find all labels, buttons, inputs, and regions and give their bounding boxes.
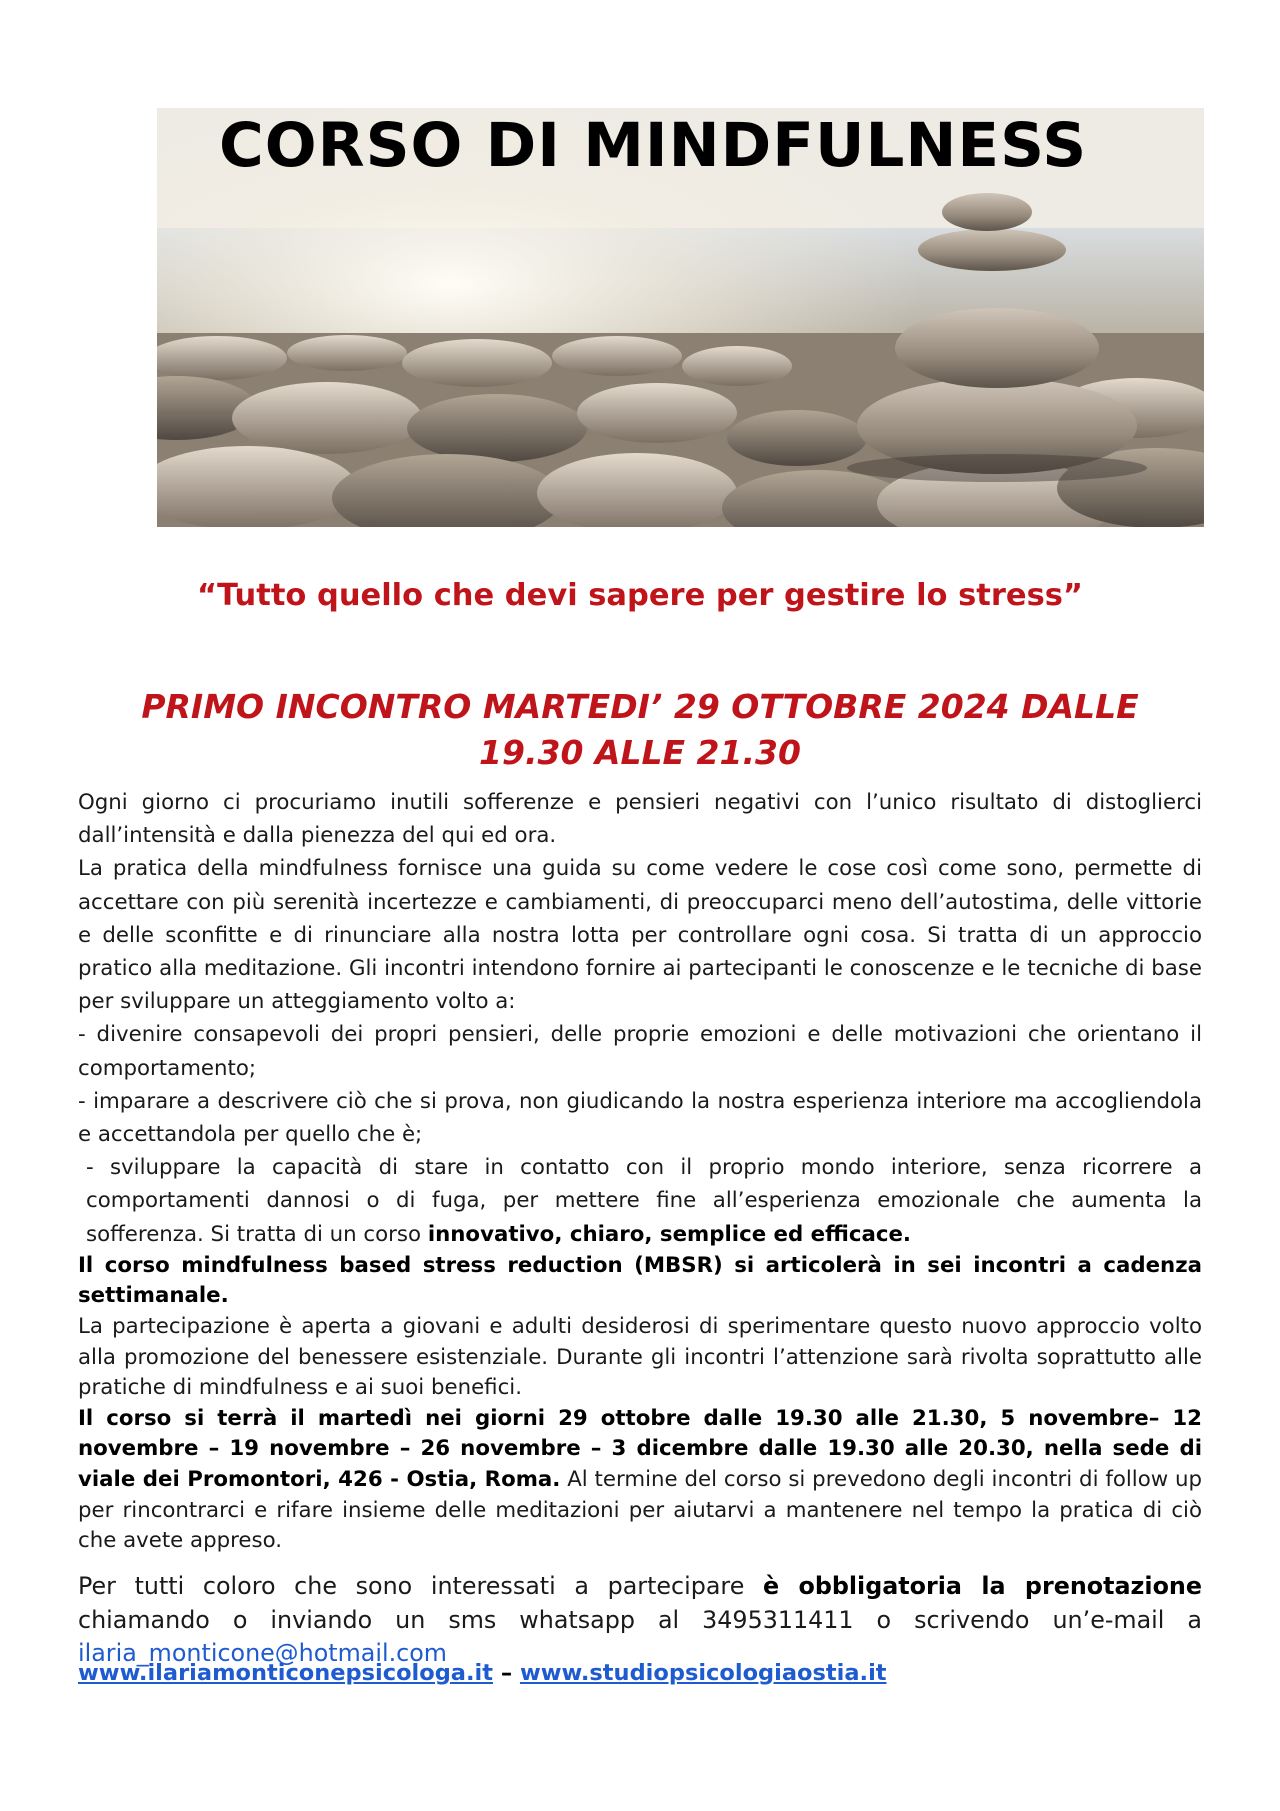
goal-item-3-text: - sviluppare la capacità di stare in contatto con il proprio mondo interiore, senza ricorrere a comportamenti dannosi o di fuga, per mettere fine all’esperienza emozionale che aumenta la sofferenza. Si tratta di un corso xyxy=(86,1155,1202,1247)
mbsr-text: Il corso mindfulness based stress reduction (MBSR) si articolerà in sei incontri a cadenza settimanale. xyxy=(78,1252,1202,1309)
page-title: CORSO DI MINDFULNESS xyxy=(219,110,1088,181)
course-description xyxy=(78,786,1202,1557)
schedule-paragraph xyxy=(78,1404,1202,1557)
goal-item-3-highlight: innovativo, chiaro, semplice ed efficace. xyxy=(427,1221,912,1247)
first-meeting-heading xyxy=(100,684,1180,776)
email-link[interactable]: ilaria_monticone@hotmail.com xyxy=(78,1639,447,1667)
booking-lead: Per tutti coloro che sono interessati a partecipare xyxy=(78,1572,763,1600)
website-links xyxy=(78,1660,887,1686)
first-meeting-line-1: PRIMO INCONTRO MARTEDI’ 29 OTTOBRE 2024 DALLE xyxy=(141,687,1139,726)
quote-subtitle: “Tutto quello che devi sapere per gestire lo stress” xyxy=(197,578,1083,613)
goal-item-1: - divenire consapevoli dei propri pensieri, delle proprie emozioni e delle motivazioni che orientano il comportamento; xyxy=(78,1022,1202,1081)
goal-item-3 xyxy=(78,1151,1202,1251)
goal-item-2: - imparare a descrivere ciò che si prova, non giudicando la nostra esperienza interiore ma accogliendola e accettandola per quello che è; xyxy=(78,1088,1202,1148)
practice-paragraph: La pratica della mindfulness fornisce una guida su come vedere le cose così come sono, permette di accettare con più serenità incertezze e cambiamenti, di preoccuparci meno dell’autostima, delle vittorie e delle sconfitte e di rinunciare alla nostra lotta per controllare ogni cosa. Si tratta di un approccio pratico alla meditazione. Gli incontri intendono fornire ai partecipanti le conoscenze e le tecniche di base per sviluppare un atteggiamento volto a: xyxy=(78,856,1202,1015)
participation-paragraph: La partecipazione è aperta a giovani e adulti desiderosi di sperimentare questo nuovo approccio volto alla promozione del benessere esistenziale. Durante gli incontri l’attenzione sarà rivolta soprattutto alle pratiche di mindfulness e ai suoi benefici. xyxy=(78,1314,1202,1401)
website-separator: – xyxy=(493,1660,520,1686)
first-meeting-line-2: 19.30 ALLE 21.30 xyxy=(479,733,801,772)
schedule-dates: Il corso si terrà il martedì nei giorni 29 ottobre dalle 19.30 alle 21.30, 5 novembre– 12 novembre – 19 novembre – 26 novembre – 3 dicembre dalle 19.30 alle 20.30, nella sede di viale dei Promontori, 426 - Ostia, Roma. xyxy=(78,1405,1202,1492)
intro-paragraph: Ogni giorno ci procuriamo inutili sofferenze e pensieri negativi con l’unico risultato di distoglierci dall’intensità e dalla pienezza del qui ed ora. xyxy=(78,790,1202,849)
booking-required: è obbligatoria la prenotazione xyxy=(762,1572,1202,1600)
stone-top xyxy=(942,193,1032,231)
stone-upper xyxy=(918,229,1066,271)
hero-image xyxy=(157,108,1204,527)
schedule-followup: Al termine del corso si prevedono degli incontri di follow up per rincontrarci e rifare insieme delle meditazioni per aiutarvi a mantenere nel tempo la pratica di ciò che avete appreso. xyxy=(78,1467,1202,1554)
stone-middle xyxy=(895,308,1099,388)
mbsr-paragraph xyxy=(78,1251,1202,1312)
website-link-1[interactable]: www.ilariamonticonepsicologa.it xyxy=(78,1660,494,1686)
website-link-2[interactable]: www.studiopsicologiaostia.it xyxy=(519,1660,887,1686)
booking-instructions: chiamando o inviando un sms whatsapp al 3495311411 o scrivendo un’e-mail a xyxy=(78,1605,1202,1634)
booking-paragraph xyxy=(78,1570,1202,1671)
